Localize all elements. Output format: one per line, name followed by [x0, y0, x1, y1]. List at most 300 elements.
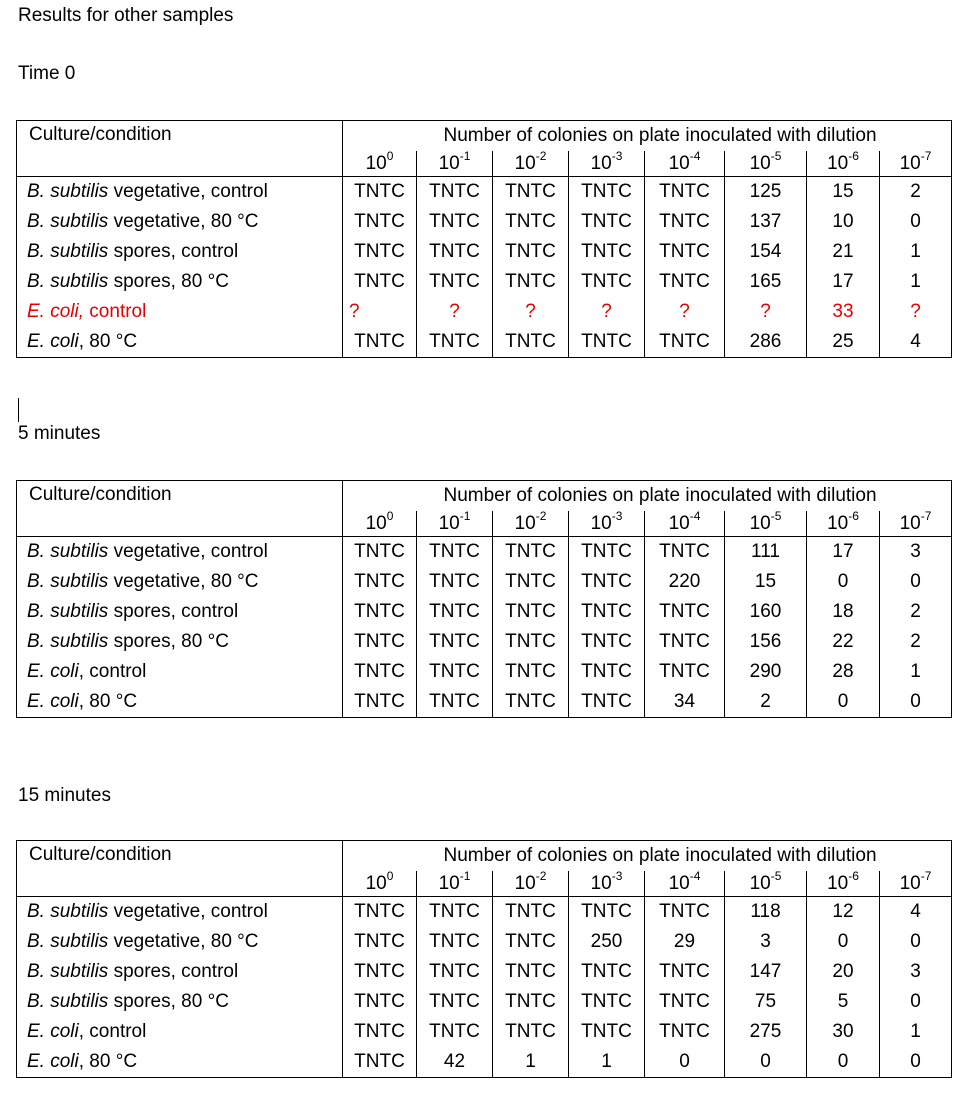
colony-count-cell: TNTC [343, 237, 417, 267]
dilution-header [493, 151, 569, 177]
colony-count-cell: 33 [807, 297, 880, 327]
colony-count-cell: TNTC [417, 957, 493, 987]
colony-count-cell: 0 [807, 927, 880, 957]
dilution-header [417, 511, 493, 537]
condition-cell [17, 1017, 343, 1047]
dilution-header [645, 871, 725, 897]
colony-count-cell: TNTC [417, 657, 493, 687]
header-row [17, 481, 952, 512]
condition-text: spores, control [108, 601, 239, 622]
table-row [17, 327, 952, 358]
dilution-header [417, 151, 493, 177]
colony-count-cell: 118 [725, 897, 807, 928]
colony-count-cell: TNTC [343, 657, 417, 687]
colony-count-cell: TNTC [493, 927, 569, 957]
table-row [17, 297, 952, 327]
organism-name: B. subtilis [27, 631, 109, 652]
condition-text: control [84, 301, 147, 322]
colony-count-cell: 4 [880, 897, 952, 928]
condition-cell [17, 267, 343, 297]
dilution-header [343, 871, 417, 897]
organism-name: E. coli [27, 331, 79, 352]
dilution-header [880, 151, 952, 177]
colony-count-cell: TNTC [569, 567, 645, 597]
header-row [17, 121, 952, 152]
dilution-header [569, 511, 645, 537]
colony-count-cell: 0 [645, 1047, 725, 1078]
colony-count-cell: 0 [880, 567, 952, 597]
colony-count-cell: 160 [725, 597, 807, 627]
colony-count-cell: TNTC [493, 567, 569, 597]
colony-count-cell: TNTC [417, 897, 493, 928]
colony-count-cell: 250 [569, 927, 645, 957]
colony-count-cell: 12 [807, 897, 880, 928]
condition-text: vegetative, 80 °C [108, 931, 259, 952]
organism-name: B. subtilis [27, 901, 109, 922]
colony-count-cell: 1 [880, 1017, 952, 1047]
colony-count-cell: TNTC [645, 957, 725, 987]
colony-count-cell: TNTC [417, 567, 493, 597]
condition-text: spores, control [108, 241, 239, 262]
dilution-exponent: -1 [459, 151, 471, 163]
organism-name: B. subtilis [27, 931, 109, 952]
table-row [17, 957, 952, 987]
colony-count-cell: TNTC [493, 987, 569, 1017]
table-row [17, 1017, 952, 1047]
table-row [17, 987, 952, 1017]
condition-cell [17, 687, 343, 718]
colony-count-cell: TNTC [343, 687, 417, 718]
colony-count-cell: 34 [645, 687, 725, 718]
colony-count-cell: 0 [880, 927, 952, 957]
colony-count-cell: TNTC [645, 207, 725, 237]
header-row [17, 841, 952, 872]
colony-count-cell: ? [493, 297, 569, 327]
dilution-base: 10 [899, 513, 921, 534]
organism-name: E. coli [27, 1021, 79, 1042]
dilution-exponent: -6 [848, 151, 859, 163]
colony-count-cell: ? [725, 297, 807, 327]
colony-count-cell: 0 [807, 1047, 880, 1078]
colony-count-cell: 2 [725, 687, 807, 718]
colony-count-cell: TNTC [493, 1017, 569, 1047]
organism-name: B. subtilis [27, 961, 109, 982]
colony-count-cell: TNTC [569, 237, 645, 267]
dilution-base: 10 [827, 513, 849, 534]
colony-count-cell: TNTC [417, 687, 493, 718]
dilution-base: 10 [365, 873, 387, 894]
dilution-header [880, 871, 952, 897]
condition-cell [17, 177, 343, 208]
dilution-base: 10 [514, 873, 536, 894]
table-row [17, 927, 952, 957]
colony-count-cell: TNTC [569, 267, 645, 297]
colony-count-cell: TNTC [645, 627, 725, 657]
condition-text: spores, 80 °C [108, 271, 229, 292]
condition-text: , 80 °C [78, 1051, 138, 1072]
dilution-header [343, 151, 417, 177]
colony-count-cell: 2 [880, 627, 952, 657]
colony-count-cell: 286 [725, 327, 807, 358]
colony-count-cell: 17 [807, 537, 880, 568]
colony-count-cell: TNTC [645, 237, 725, 267]
dilution-base: 10 [438, 153, 460, 174]
colony-count-cell: TNTC [569, 897, 645, 928]
organism-name: B. subtilis [27, 571, 109, 592]
dilution-header [493, 871, 569, 897]
results-table-time-0 [16, 120, 952, 358]
dilution-base: 10 [365, 153, 387, 174]
colony-count-cell: ? [645, 297, 725, 327]
colony-count-cell: TNTC [343, 177, 417, 208]
colony-count-cell: 111 [725, 537, 807, 568]
dilution-exponent: -3 [611, 871, 623, 883]
colony-count-cell: 156 [725, 627, 807, 657]
colony-count-cell: TNTC [569, 177, 645, 208]
condition-cell [17, 957, 343, 987]
colony-count-cell: TNTC [343, 1047, 417, 1078]
colony-count-cell: TNTC [493, 657, 569, 687]
dilution-base: 10 [668, 513, 690, 534]
colony-count-cell: 0 [880, 1047, 952, 1078]
dilution-base: 10 [590, 873, 612, 894]
dilution-base: 10 [899, 873, 921, 894]
dilution-header [807, 871, 880, 897]
colony-count-cell: TNTC [569, 687, 645, 718]
condition-text: spores, 80 °C [108, 631, 229, 652]
colony-count-cell: 154 [725, 237, 807, 267]
condition-text: vegetative, 80 °C [108, 211, 259, 232]
table-row [17, 567, 952, 597]
dilution-exponent: -5 [770, 871, 782, 883]
colony-count-cell: 0 [807, 687, 880, 718]
table-row [17, 267, 952, 297]
condition-text: , control [78, 661, 147, 682]
colony-count-cell: 290 [725, 657, 807, 687]
colony-count-cell: TNTC [417, 267, 493, 297]
colony-count-cell: TNTC [343, 1017, 417, 1047]
dilution-base: 10 [827, 873, 849, 894]
colony-count-cell: 0 [880, 207, 952, 237]
colony-count-cell: 17 [807, 267, 880, 297]
dilution-exponent: -5 [770, 151, 782, 163]
dilution-base: 10 [438, 513, 460, 534]
colony-count-cell: TNTC [645, 1017, 725, 1047]
colony-count-cell: TNTC [569, 627, 645, 657]
colony-count-cell: TNTC [493, 687, 569, 718]
dilution-exponent: -3 [611, 151, 623, 163]
dilution-exponent: -4 [689, 151, 701, 163]
section-label-15-minutes: 15 minutes [18, 785, 111, 806]
colony-count-cell: TNTC [417, 627, 493, 657]
colony-count-cell: 22 [807, 627, 880, 657]
condition-cell [17, 657, 343, 687]
condition-text: vegetative, control [108, 181, 268, 202]
colony-count-cell: 75 [725, 987, 807, 1017]
colony-count-cell: TNTC [493, 597, 569, 627]
dilution-exponent: -1 [459, 871, 471, 883]
results-table-5-minutes [16, 480, 952, 718]
dilution-exponent: 0 [386, 151, 394, 163]
colony-count-cell: 147 [725, 957, 807, 987]
organism-name: E. coli [27, 1051, 79, 1072]
colony-count-cell: 3 [725, 927, 807, 957]
colony-count-cell: TNTC [343, 327, 417, 358]
dilution-base: 10 [668, 153, 690, 174]
condition-cell [17, 207, 343, 237]
condition-cell [17, 297, 343, 327]
colony-count-cell: 3 [880, 537, 952, 568]
condition-cell [17, 1047, 343, 1078]
text-cursor [18, 398, 19, 422]
condition-text: , 80 °C [78, 331, 138, 352]
colony-count-cell: 5 [807, 987, 880, 1017]
dilution-exponent: -4 [689, 511, 701, 523]
dilution-header [725, 151, 807, 177]
results-table-15-minutes [16, 840, 952, 1078]
dilution-header [569, 151, 645, 177]
dilution-base: 10 [590, 513, 612, 534]
colony-count-cell: 2 [880, 597, 952, 627]
colony-count-cell: 2 [880, 177, 952, 208]
dilution-header [807, 511, 880, 537]
colony-count-cell: TNTC [569, 657, 645, 687]
dilution-exponent: -7 [920, 871, 932, 883]
condition-text: , control [78, 1021, 147, 1042]
colony-count-cell: 4 [880, 327, 952, 358]
colony-count-cell: TNTC [645, 327, 725, 358]
organism-name: B. subtilis [27, 601, 109, 622]
colony-count-cell: 165 [725, 267, 807, 297]
dilution-base: 10 [668, 873, 690, 894]
condition-cell [17, 237, 343, 267]
dilution-base: 10 [827, 153, 849, 174]
condition-text: spores, 80 °C [108, 991, 229, 1012]
colony-count-cell: TNTC [493, 267, 569, 297]
dilution-header [493, 511, 569, 537]
colony-count-cell: TNTC [645, 657, 725, 687]
colony-count-cell: TNTC [417, 597, 493, 627]
colony-count-cell: ? [417, 297, 493, 327]
dilution-exponent: -1 [459, 511, 471, 523]
table-row [17, 1047, 952, 1078]
colony-count-cell: TNTC [493, 237, 569, 267]
colony-count-cell: TNTC [645, 597, 725, 627]
dilution-exponent: -5 [770, 511, 782, 523]
condition-text: vegetative, control [108, 901, 268, 922]
organism-name: B. subtilis [27, 541, 109, 562]
dilution-exponent: -2 [535, 151, 547, 163]
dilution-exponent: -6 [848, 511, 859, 523]
dilution-header [569, 871, 645, 897]
dilution-exponent: -6 [848, 871, 859, 883]
colony-count-cell: TNTC [417, 927, 493, 957]
condition-cell [17, 897, 343, 928]
colony-count-cell: TNTC [343, 987, 417, 1017]
dilution-header [725, 871, 807, 897]
colony-count-cell: TNTC [493, 627, 569, 657]
dilution-exponent: -7 [920, 151, 932, 163]
colony-count-cell: TNTC [493, 327, 569, 358]
organism-name: E. coli [27, 661, 79, 682]
dilution-base: 10 [590, 153, 612, 174]
colony-count-cell: TNTC [569, 957, 645, 987]
colony-count-cell: ? [343, 297, 417, 327]
colony-count-cell: TNTC [645, 537, 725, 568]
colony-count-cell: TNTC [417, 177, 493, 208]
colony-count-cell: ? [880, 297, 952, 327]
dilution-base: 10 [438, 873, 460, 894]
dilution-header [880, 511, 952, 537]
dilution-header [645, 151, 725, 177]
condition-column-header: Culture/condition [17, 121, 343, 177]
colony-count-cell: 0 [725, 1047, 807, 1078]
organism-name: B. subtilis [27, 271, 109, 292]
dilution-header [725, 511, 807, 537]
organism-name: E. coli [27, 691, 79, 712]
table-row [17, 657, 952, 687]
section-label-5-minutes: 5 minutes [18, 423, 101, 444]
colony-count-cell: 1 [493, 1047, 569, 1078]
dilution-base: 10 [514, 513, 536, 534]
dilution-exponent: -3 [611, 511, 623, 523]
condition-cell [17, 597, 343, 627]
colony-count-cell: TNTC [343, 537, 417, 568]
colony-count-cell: TNTC [645, 177, 725, 208]
colony-count-cell: 25 [807, 327, 880, 358]
colony-count-cell: TNTC [417, 537, 493, 568]
dilution-exponent: 0 [386, 511, 394, 523]
condition-text: vegetative, control [108, 541, 268, 562]
dilution-column-header: Number of colonies on plate inoculated with dilution [343, 121, 952, 152]
colony-count-cell: TNTC [417, 987, 493, 1017]
dilution-exponent: -2 [535, 871, 547, 883]
table-row [17, 537, 952, 568]
colony-count-cell: TNTC [417, 1017, 493, 1047]
colony-count-cell: TNTC [417, 237, 493, 267]
dilution-header [417, 871, 493, 897]
colony-count-cell: 0 [880, 987, 952, 1017]
colony-count-cell: TNTC [493, 207, 569, 237]
colony-count-cell: TNTC [343, 897, 417, 928]
dilution-base: 10 [365, 513, 387, 534]
colony-count-cell: TNTC [493, 177, 569, 208]
dilution-exponent: 0 [386, 871, 394, 883]
colony-count-cell: 20 [807, 957, 880, 987]
colony-count-cell: ? [569, 297, 645, 327]
colony-count-cell: 137 [725, 207, 807, 237]
dilution-column-header: Number of colonies on plate inoculated with dilution [343, 481, 952, 512]
colony-count-cell: TNTC [493, 537, 569, 568]
colony-count-cell: 1 [880, 237, 952, 267]
colony-count-cell: 28 [807, 657, 880, 687]
table-row [17, 177, 952, 208]
table-row [17, 207, 952, 237]
colony-count-cell: TNTC [493, 897, 569, 928]
colony-count-cell: TNTC [343, 597, 417, 627]
colony-count-cell: 275 [725, 1017, 807, 1047]
dilution-base: 10 [749, 513, 771, 534]
table-row [17, 687, 952, 718]
colony-count-cell: TNTC [343, 267, 417, 297]
dilution-base: 10 [899, 153, 921, 174]
colony-count-cell: 15 [807, 177, 880, 208]
condition-text: vegetative, 80 °C [108, 571, 259, 592]
colony-count-cell: TNTC [343, 957, 417, 987]
colony-count-cell: TNTC [343, 627, 417, 657]
colony-count-cell: TNTC [417, 207, 493, 237]
organism-name: B. subtilis [27, 241, 109, 262]
dilution-exponent: -7 [920, 511, 932, 523]
colony-count-cell: 125 [725, 177, 807, 208]
colony-count-cell: 0 [880, 687, 952, 718]
colony-count-cell: TNTC [569, 987, 645, 1017]
colony-count-cell: 21 [807, 237, 880, 267]
condition-text: spores, control [108, 961, 239, 982]
colony-count-cell: 1 [880, 267, 952, 297]
colony-count-cell: TNTC [569, 327, 645, 358]
condition-cell [17, 627, 343, 657]
condition-text: , 80 °C [78, 691, 138, 712]
condition-cell [17, 927, 343, 957]
dilution-exponent: -4 [689, 871, 701, 883]
colony-count-cell: TNTC [417, 327, 493, 358]
colony-count-cell: 0 [807, 567, 880, 597]
colony-count-cell: 29 [645, 927, 725, 957]
colony-count-cell: TNTC [569, 207, 645, 237]
colony-count-cell: 3 [880, 957, 952, 987]
colony-count-cell: TNTC [569, 597, 645, 627]
condition-cell [17, 537, 343, 568]
dilution-base: 10 [749, 153, 771, 174]
colony-count-cell: 220 [645, 567, 725, 597]
colony-count-cell: TNTC [645, 897, 725, 928]
colony-count-cell: TNTC [343, 567, 417, 597]
colony-count-cell: TNTC [645, 267, 725, 297]
dilution-header [343, 511, 417, 537]
dilution-base: 10 [749, 873, 771, 894]
organism-name: B. subtilis [27, 211, 109, 232]
colony-count-cell: 18 [807, 597, 880, 627]
colony-count-cell: 42 [417, 1047, 493, 1078]
dilution-column-header: Number of colonies on plate inoculated with dilution [343, 841, 952, 872]
table-row [17, 237, 952, 267]
colony-count-cell: TNTC [569, 1017, 645, 1047]
colony-count-cell: 1 [880, 657, 952, 687]
organism-name: B. subtilis [27, 991, 109, 1012]
colony-count-cell: 10 [807, 207, 880, 237]
condition-cell [17, 327, 343, 358]
table-row [17, 897, 952, 928]
section-label-time-0: Time 0 [18, 63, 76, 84]
condition-column-header: Culture/condition [17, 481, 343, 537]
condition-column-header: Culture/condition [17, 841, 343, 897]
page-title: Results for other samples [18, 5, 234, 26]
table-row [17, 627, 952, 657]
dilution-exponent: -2 [535, 511, 547, 523]
condition-cell [17, 987, 343, 1017]
colony-count-cell: 15 [725, 567, 807, 597]
dilution-header [807, 151, 880, 177]
colony-count-cell: TNTC [493, 957, 569, 987]
colony-count-cell: TNTC [645, 987, 725, 1017]
organism-name: B. subtilis [27, 181, 109, 202]
condition-cell [17, 567, 343, 597]
dilution-header [645, 511, 725, 537]
colony-count-cell: TNTC [343, 207, 417, 237]
colony-count-cell: TNTC [343, 927, 417, 957]
table-row [17, 597, 952, 627]
